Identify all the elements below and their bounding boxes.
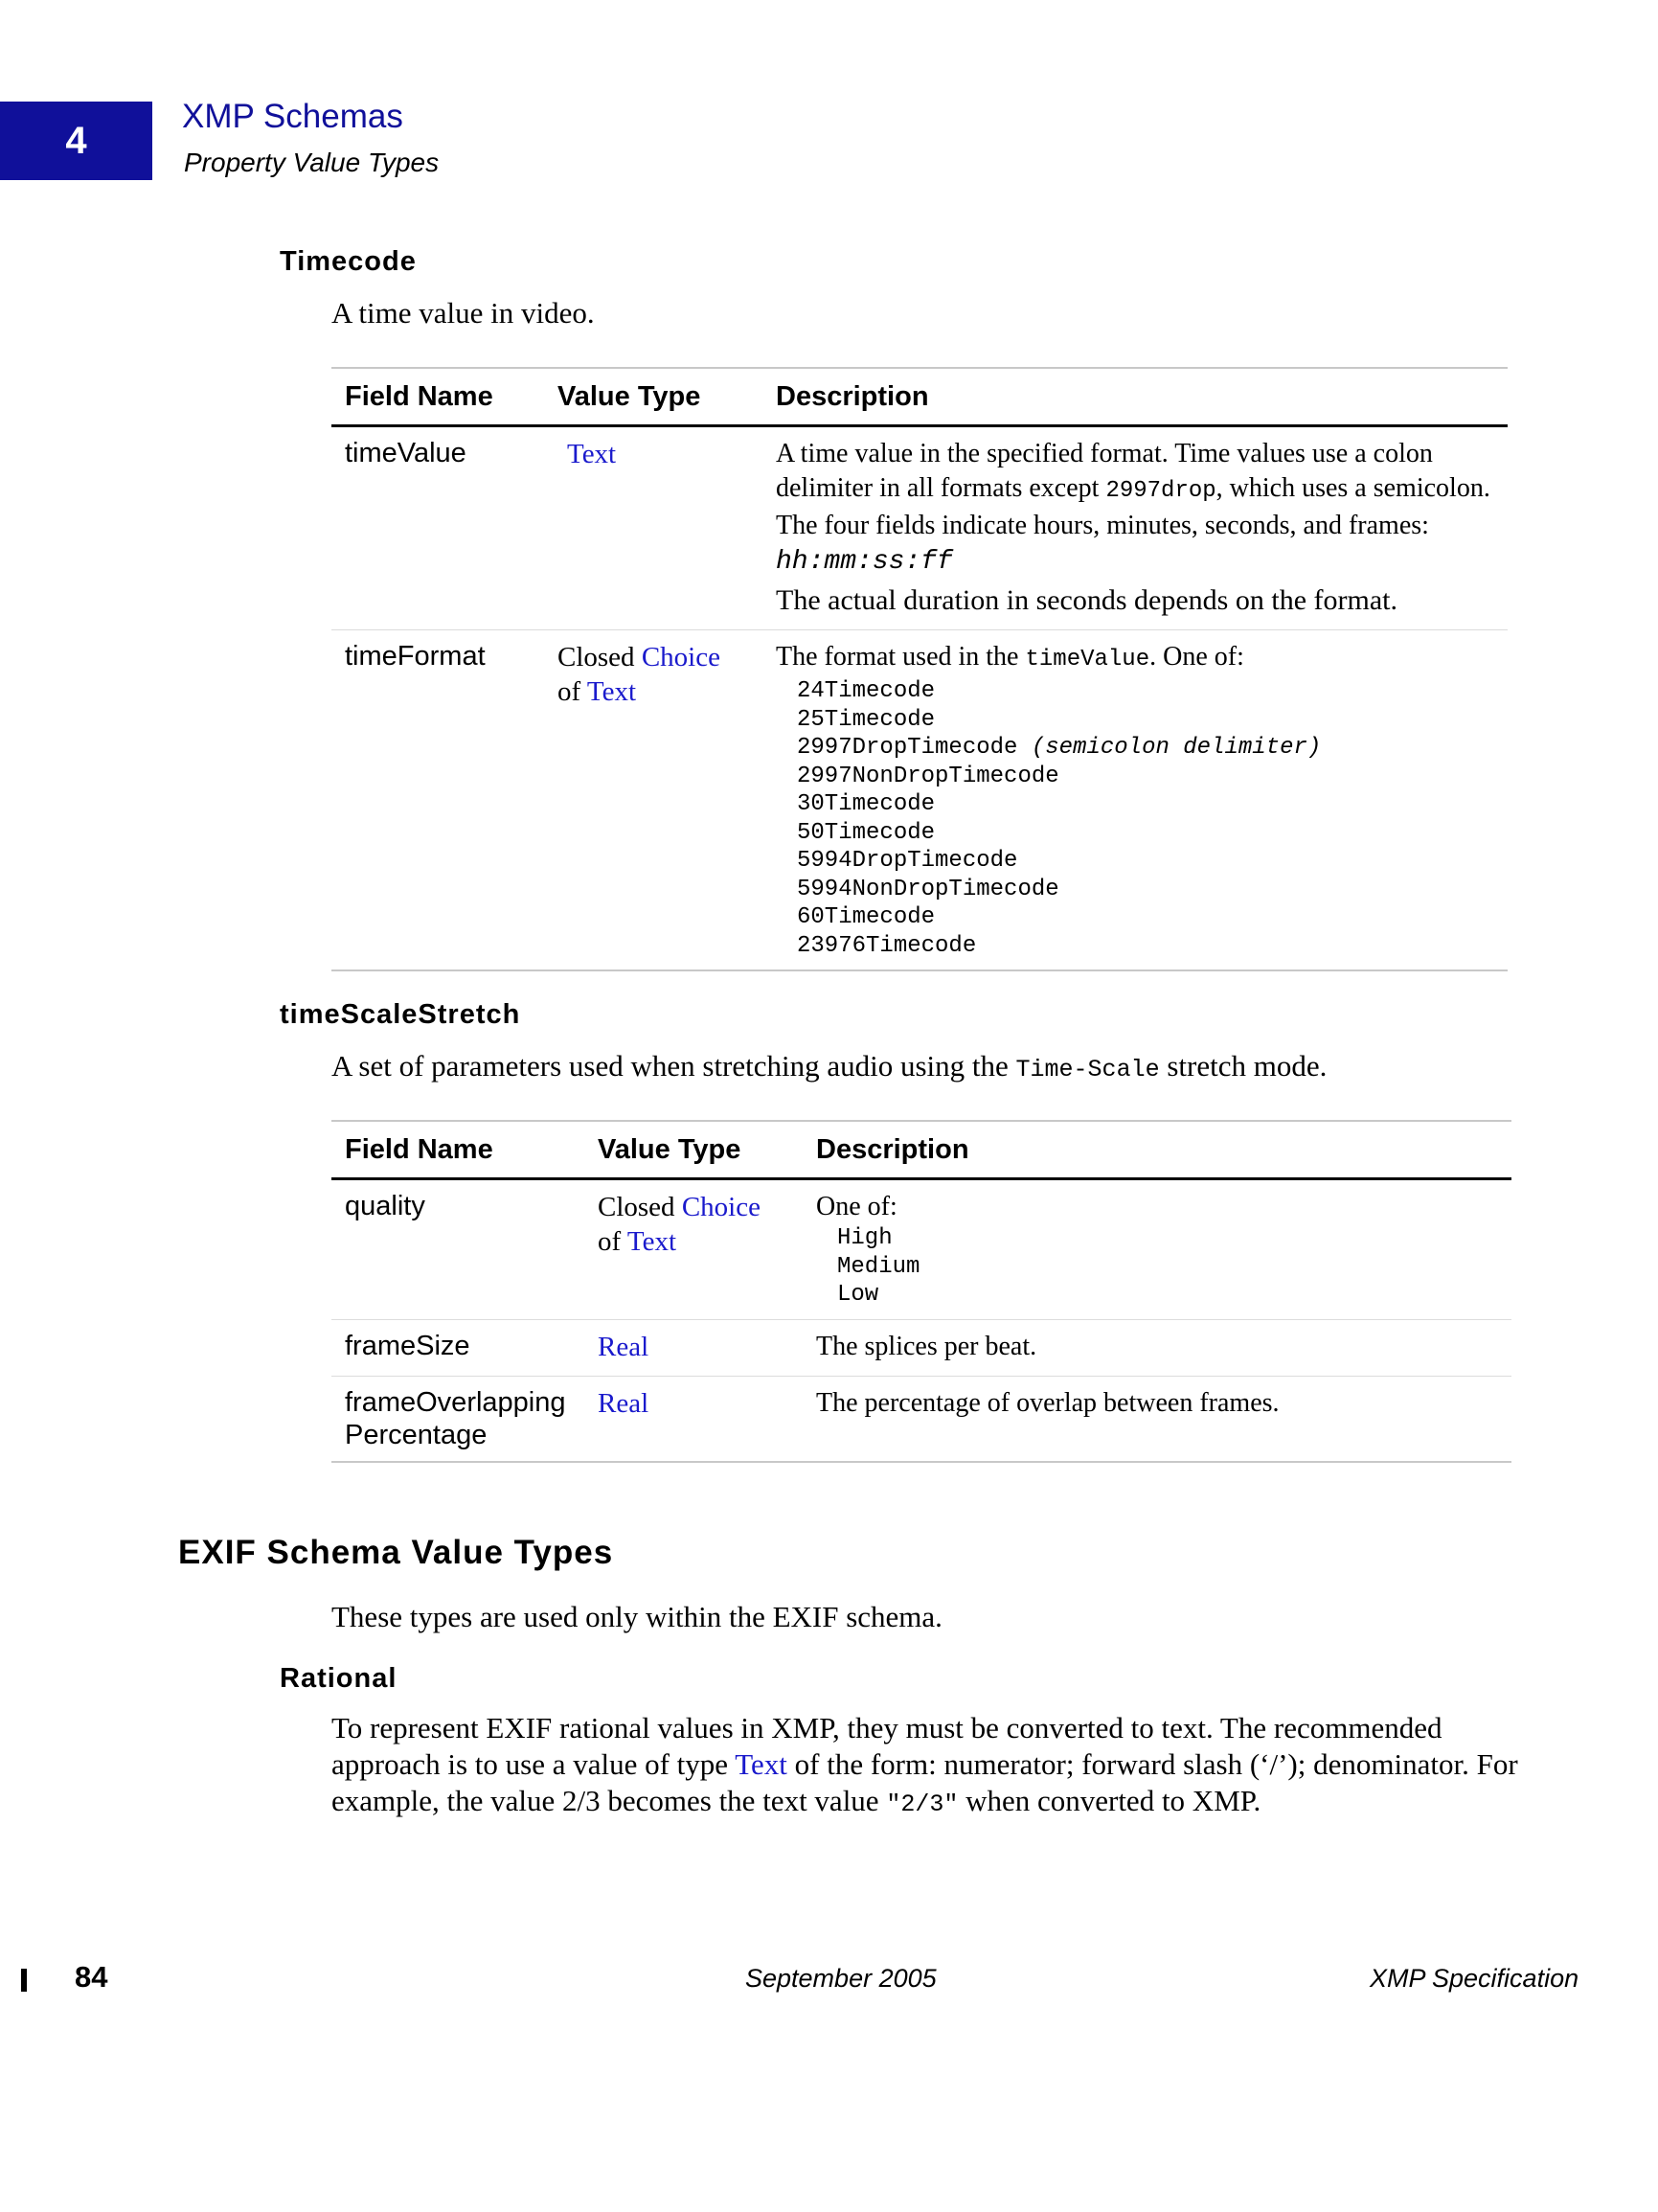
choice-type-link[interactable]: Choice xyxy=(681,1192,761,1222)
table-row xyxy=(331,630,1508,969)
footer-date: September 2005 xyxy=(745,1964,937,1993)
exif-heading: EXIF Schema Value Types xyxy=(178,1534,614,1571)
change-bar xyxy=(21,1969,27,1992)
value-type: Closed Choice of Text xyxy=(598,1192,761,1257)
column-header: Value Type xyxy=(557,380,701,412)
field-description: The percentage of overlap between frames. xyxy=(816,1387,1280,1418)
running-subtitle: Property Value Types xyxy=(184,148,440,177)
choice-type-link[interactable]: Choice xyxy=(641,642,720,673)
table-header xyxy=(331,1122,1511,1180)
real-type-link[interactable]: Real xyxy=(598,1331,649,1362)
rational-heading: Rational xyxy=(280,1663,397,1694)
table-row xyxy=(331,427,1508,630)
field-description: The format used in the timeValue. One of: 24Timecode 25Timecode 2997DropTimecode (semicolon delimiter) 2997NonDropTimecode 30Timecode 50Timecode 5994DropTimecode 5994NonDropTimecode 60Timecode 23976Timecode xyxy=(762,640,1508,960)
table-header xyxy=(331,369,1508,427)
table-row xyxy=(331,1377,1511,1461)
format-value-list: 24Timecode 25Timecode 2997DropTimecode (semicolon delimiter) 2997NonDropTimecode 30Timecode 50Timecode 5994DropTimecode 5994NonDropTimecode 60Timecode 23976Timecode xyxy=(797,678,1322,959)
running-title: XMP Schemas xyxy=(182,98,403,135)
timecode-heading: Timecode xyxy=(280,246,417,277)
text-type-link[interactable]: Text xyxy=(567,439,617,469)
timescale-intro: A set of parameters used when stretching audio using the Time-Scale stretch mode. xyxy=(331,1049,1328,1083)
field-name: timeFormat xyxy=(345,641,486,672)
timescale-table xyxy=(331,1120,1511,1463)
timescale-heading: timeScaleStretch xyxy=(280,999,521,1030)
field-name: quality xyxy=(345,1191,425,1221)
field-description: The splices per beat. xyxy=(816,1331,1037,1361)
column-header: Field Name xyxy=(345,1133,493,1165)
exif-intro: These types are used only within the EXIF schema. xyxy=(331,1600,943,1633)
table-row xyxy=(331,1320,1511,1377)
field-description: One of: High Medium Low xyxy=(803,1190,1511,1310)
column-header: Field Name xyxy=(345,380,493,412)
text-type-link[interactable]: Text xyxy=(735,1747,787,1781)
field-description: A time value in the specified format. Time values use a colon delimiter in all formats except 2997drop, which uses a semicolon. The four fields indicate hours, minutes, seconds, and frames: hh:mm:ss:ff The actual duration in seconds depends on the format. xyxy=(776,439,1490,616)
field-name: frameOverlapping Percentage xyxy=(345,1386,566,1450)
timecode-intro: A time value in video. xyxy=(331,296,595,330)
column-header: Value Type xyxy=(598,1133,741,1165)
table-row xyxy=(331,1180,1511,1320)
text-type-link[interactable]: Text xyxy=(586,676,637,707)
field-name: timeValue xyxy=(345,438,466,468)
chapter-number-badge: 4 xyxy=(0,102,152,180)
column-header: Description xyxy=(816,1133,969,1165)
value-type: Closed Choice of Text xyxy=(557,642,720,707)
rational-text: To represent EXIF rational values in XMP, they must be converted to text. The recommended approach is to use a value of type Text of the form: numerator; forward slash (‘/’); denominator. For example, the value 2/3 becomes the text value "2/3" when converted to XMP. xyxy=(331,1711,1518,1818)
real-type-link[interactable]: Real xyxy=(598,1387,649,1419)
text-type-link[interactable]: Text xyxy=(626,1226,677,1257)
field-name: frameSize xyxy=(345,1330,470,1361)
column-header: Description xyxy=(776,380,929,412)
footer-document-title: XMP Specification xyxy=(1370,1964,1579,1993)
quality-value-list: High Medium Low xyxy=(837,1225,920,1308)
timecode-table xyxy=(331,367,1508,971)
page-number: 84 xyxy=(75,1960,108,1994)
